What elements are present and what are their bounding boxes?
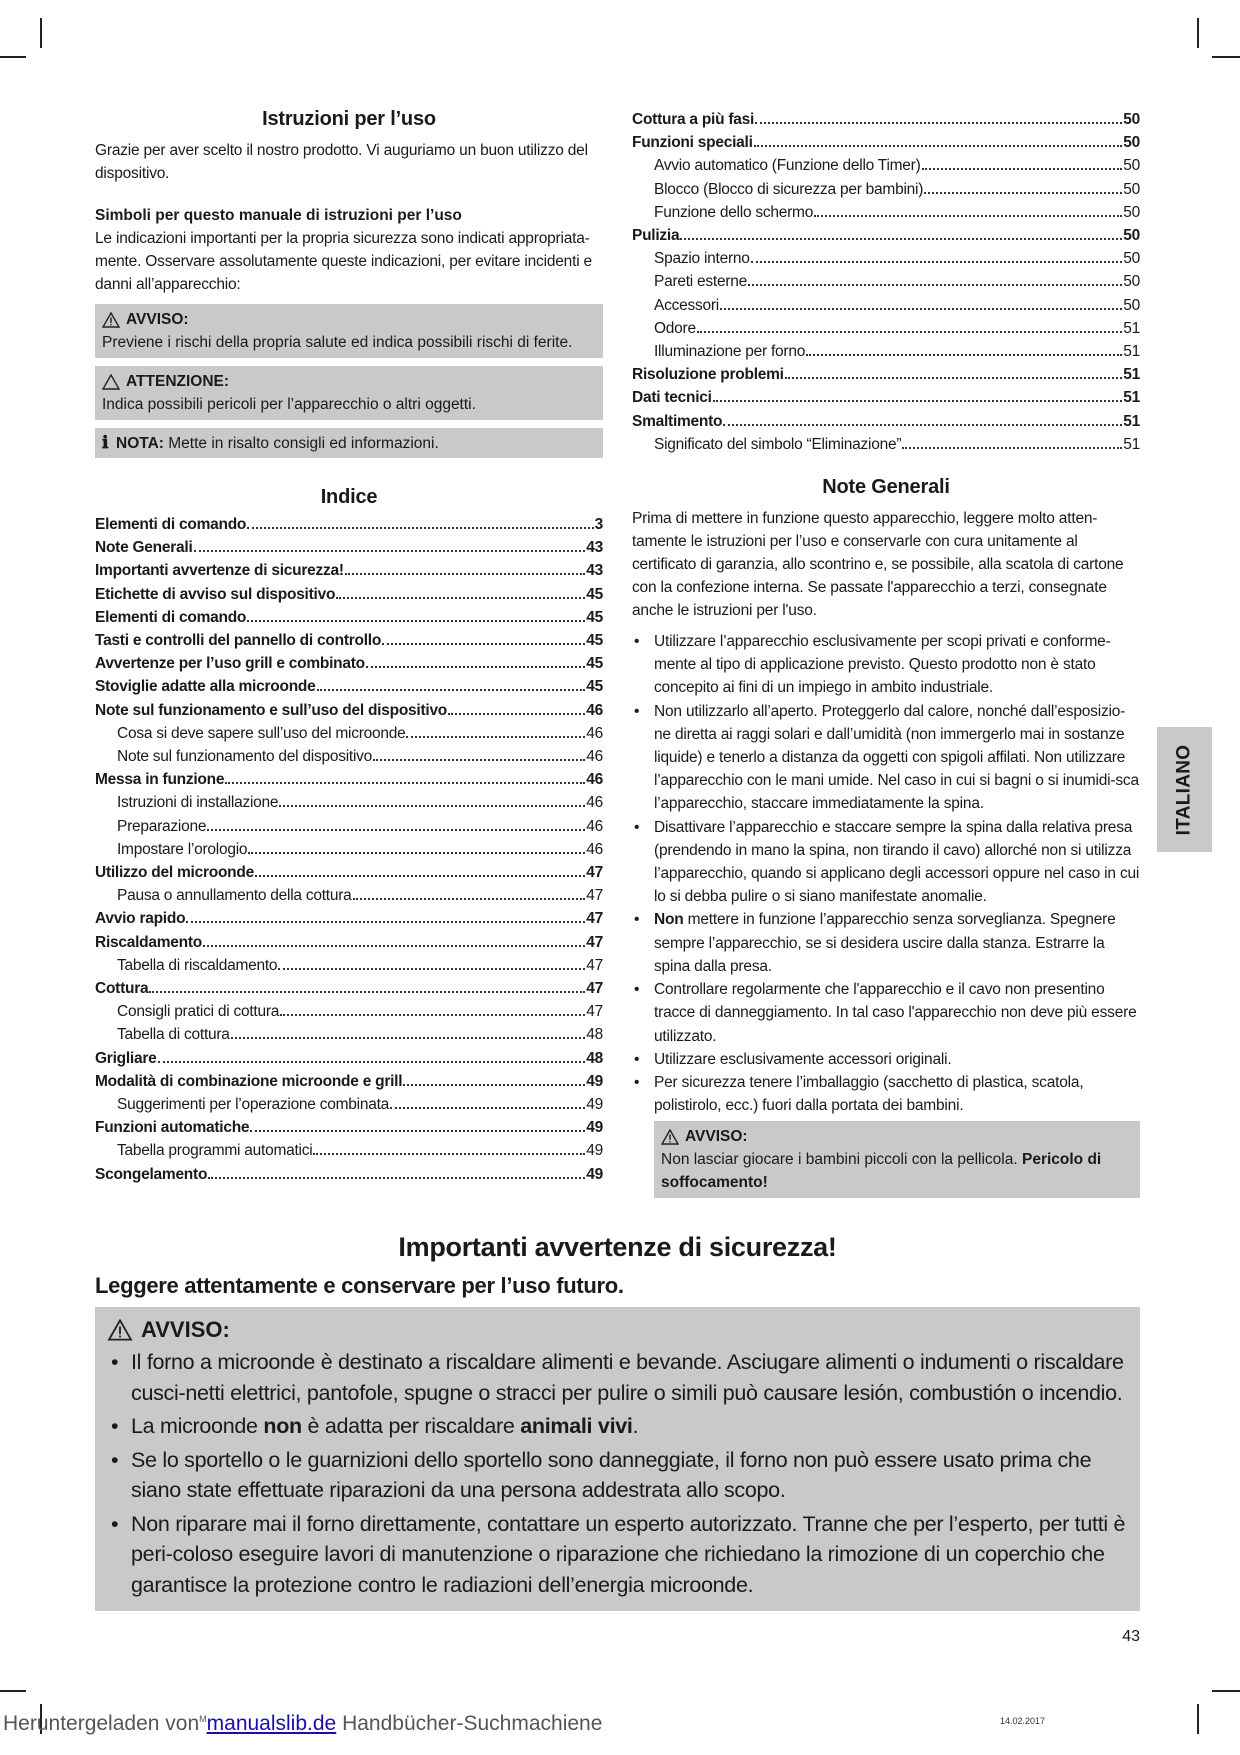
toc-entry[interactable] (95, 1116, 603, 1139)
toc-leader-dots (278, 968, 585, 970)
language-tab-label: ITALIANO (1173, 744, 1195, 835)
print-date: 14.02.2017 (1000, 1716, 1046, 1726)
toc-entry[interactable] (95, 977, 603, 1000)
toc-entry[interactable] (95, 629, 603, 652)
toc-leader-dots (366, 666, 585, 668)
toc-entry[interactable] (95, 513, 603, 536)
general-avviso-box (654, 1121, 1140, 1198)
toc-entry[interactable] (95, 1139, 603, 1162)
toc-entry[interactable] (632, 178, 1140, 201)
toc-entry-page: 3 (594, 516, 603, 533)
toc-entry[interactable] (95, 931, 603, 954)
toc-entry[interactable] (632, 247, 1140, 270)
toc-entry-label: Utilizzo del microonde (95, 864, 254, 882)
toc-entry-label: Significato del simbolo “Eliminazione” (654, 435, 902, 453)
toc-entry-label: Preparazione (117, 817, 207, 835)
toc-entry[interactable] (632, 363, 1140, 386)
toc-entry[interactable] (95, 838, 603, 861)
toc-leader-dots (406, 736, 585, 738)
toc-leader-dots (225, 782, 585, 784)
right-column (632, 108, 1140, 1198)
toc-entry-label: Tabella di riscaldamento (117, 956, 278, 974)
safety-b2-part: . (632, 1414, 639, 1438)
general-bullet-text: mettere in funzione l’apparecchio senza sorveglianza. Spegnere sempre l’apparecchio, se si desidera uscire dalla stanza. Estrarre la spina dalla presa. (654, 911, 1116, 975)
toc-entry[interactable] (95, 699, 603, 722)
toc-leader-dots (723, 424, 1122, 426)
toc-entry-label: Cottura a più fasi (632, 111, 755, 128)
nota-box (95, 428, 603, 458)
language-tab (1157, 727, 1212, 852)
toc-entry-label: Funzioni speciali (632, 134, 753, 152)
toc-leader-dots (382, 643, 585, 645)
toc-entry-page: 47 (586, 980, 603, 998)
toc-entry-page: 49 (586, 1096, 603, 1114)
toc-entry-label: Blocco (Blocco di sicurezza per bambini) (654, 180, 924, 198)
toc-entry-page: 47 (586, 933, 603, 951)
toc-entry-page: 50 (1123, 250, 1140, 268)
crop-mark (1212, 56, 1240, 58)
general-bullet (632, 908, 1140, 978)
general-bullet-text: Non utilizzarlo all’aperto. Proteggerlo dal calore, nonché dall’esposizio-ne diretta ai raggi solari e dall’umidità (non immergerlo mai in sostanze liquide) e tenerlo a distanza da oggetti con spigoli affilati. Non utilizzare l’apparecchio con le mani umide. Nel caso in cui si bagni o si inumidi-sca l’apparecchio, staccare immediatamente la spina. (654, 702, 1139, 813)
toc-entry[interactable] (95, 954, 603, 977)
safety-bullets (107, 1347, 1128, 1600)
general-bullet (632, 1071, 1140, 1117)
safety-avviso-label: AVVISO: (141, 1317, 230, 1342)
toc-entry-page: 47 (586, 956, 603, 974)
toc-entry-label: Spazio interno (654, 250, 750, 268)
general-bullet-text: Disattivare l’apparecchio e staccare sempre la spina dalla relativa presa (prendendo in mano la spina, non tirando il cavo) allorché non si utilizza l’apparecchio, quando si applicano degli accessori oppure nel caso in cui lo si debba pulire o si siano manifestate anomalie. (654, 818, 1140, 906)
toc-leader-dots (231, 1037, 586, 1039)
toc-entry-label: Messa in funzione (95, 771, 225, 789)
toc-leader-dots (279, 805, 585, 807)
footer-post: Handbücher-Suchmachiene (336, 1712, 603, 1735)
warning-triangle-icon (107, 1319, 133, 1341)
toc-entry[interactable] (95, 907, 603, 930)
attenzione-label: ATTENZIONE: (126, 373, 230, 390)
safety-bullet: • Il forno a microonde è destinato a riscaldare alimenti e bevande. Asciugare alimenti o indumenti o riscaldare cusci-netti elettrici, pantofole, spugne o stracci per pulire o simili può causare lesión, combustión o incendio. (107, 1347, 1128, 1408)
toc-entry[interactable] (95, 815, 603, 838)
general-bullet-text: Controllare regolarmente che l'apparecchio e il cavo non presentino tracce di danneggiamento. In tal caso l'apparecchio non deve più essere utilizzato. (654, 981, 1137, 1045)
toc-leader-dots (247, 527, 593, 529)
warning-triangle-icon (661, 1129, 679, 1145)
toc-entry-label: Note Generali (95, 539, 193, 557)
left-column (95, 108, 603, 1186)
toc-entry-page: 51 (1123, 366, 1140, 384)
toc-entry-page: 51 (1123, 435, 1140, 453)
toc-leader-dots (194, 550, 586, 552)
toc-leader-dots (317, 689, 586, 691)
general-bullet-text: Utilizzare l’apparecchio esclusivamente per scopi privati e conforme-mente al tipo di applicazione previsto. Questo prodotto non è stato concepito ai fini di un impiego in ambito industriale. (654, 633, 1111, 697)
toc-entry-label: Suggerimenti per l’operazione combinata (117, 1096, 389, 1114)
general-text: Prima di mettere in funzione questo apparecchio, leggere molto atten-tamente le istruzioni per l’uso e conservarle con cura unitamente al certificato di garanzia, allo scontrino e, se possibile, alla scatola di cartone con la confezione interna. Se passate l'apparecchio a terzi, consegnate anche le istruzioni per l'uso. (632, 510, 1124, 620)
toc-leader-dots (680, 238, 1122, 240)
toc-entry-label: Avvertenze per l’uso grill e combinato (95, 655, 365, 673)
general-bullets (632, 630, 1140, 1117)
toc-leader-dots (697, 331, 1122, 333)
toc-entry[interactable] (95, 861, 603, 884)
toc-entry-page: 50 (1123, 203, 1140, 221)
toc-leader-dots (713, 400, 1123, 402)
toc-leader-dots (158, 1061, 586, 1063)
toc-entry-label: Pareti esterne (654, 273, 747, 291)
general-avviso-bold: Pericolo di soffocamento! (661, 1151, 1102, 1192)
toc-entry[interactable] (632, 410, 1140, 433)
toc-entry-page: 45 (586, 608, 603, 626)
toc-entry-label: Riscaldamento (95, 933, 203, 951)
toc-entry-label: Grigliare (95, 1049, 157, 1067)
toc-leader-dots (280, 1014, 585, 1016)
toc-entry-page: 46 (586, 701, 603, 719)
toc-leader-dots (448, 713, 585, 715)
toc-entry-label: Funzioni automatiche (95, 1119, 250, 1137)
toc-entry[interactable] (632, 270, 1140, 293)
toc-entry-page: 49 (586, 1072, 603, 1090)
nota-label: NOTA: (116, 435, 164, 452)
toc-leader-dots (255, 875, 585, 877)
safety-bullet (107, 1411, 1128, 1442)
toc-entry-page: 47 (586, 864, 603, 882)
toc-leader-dots (345, 573, 585, 575)
toc-entry-label: Scongelamento (95, 1165, 208, 1183)
toc-entry[interactable] (632, 317, 1140, 340)
toc-title: Indice (320, 486, 378, 508)
toc-left (95, 513, 603, 1186)
toc-entry-page: 46 (586, 840, 603, 858)
toc-entry-page: 51 (1123, 412, 1140, 430)
safety-title: Importanti avvertenze di sicurezza! (398, 1232, 837, 1262)
toc-entry-page: 47 (586, 910, 603, 928)
toc-entry-page: 50 (1123, 111, 1140, 128)
toc-leader-dots (390, 1107, 585, 1109)
toc-leader-dots (250, 1130, 585, 1132)
toc-entry-label: Impostare l’orologio (117, 840, 248, 858)
toc-entry[interactable] (95, 1163, 603, 1186)
toc-leader-dots (785, 377, 1123, 379)
toc-entry-page: 48 (586, 1026, 603, 1044)
general-avviso-label: AVVISO: (685, 1128, 748, 1146)
toc-leader-dots (754, 145, 1123, 147)
toc-leader-dots (924, 192, 1122, 194)
toc-entry[interactable] (632, 154, 1140, 177)
toc-leader-dots (720, 308, 1122, 310)
symbols-title: Simboli per questo manuale di istruzioni per l’uso (95, 207, 462, 224)
toc-entry[interactable] (95, 745, 603, 768)
toc-entry[interactable] (95, 1093, 603, 1116)
toc-entry[interactable] (95, 722, 603, 745)
toc-leader-dots (748, 284, 1122, 286)
toc-entry-page: 46 (586, 724, 603, 742)
toc-leader-dots (403, 1084, 585, 1086)
toc-entry-label: Risoluzione problemi (632, 366, 784, 384)
warning-triangle-icon (102, 312, 120, 328)
avviso-text: Previene i rischi della propria salute ed indica possibili rischi di ferite. (102, 334, 573, 351)
symbols-text: Le indicazioni importanti per la propria sicurezza sono indicati appropriata-mente. Osservare assolutamente queste indicazioni, per evitare incidenti e danni all’apparecchio: (95, 230, 592, 293)
toc-leader-dots (806, 354, 1122, 356)
toc-entry-page: 46 (586, 817, 603, 835)
toc-entry[interactable] (632, 201, 1140, 224)
avviso-box (95, 304, 603, 358)
general-bullet (632, 700, 1140, 816)
toc-entry[interactable] (632, 340, 1140, 363)
toc-entry-label: Consigli pratici di cottura (117, 1003, 280, 1021)
toc-entry-label: Odore (654, 319, 696, 337)
toc-leader-dots (373, 759, 585, 761)
toc-leader-dots (336, 597, 585, 599)
safety-b2-part: La microonde (131, 1414, 264, 1438)
toc-entry[interactable] (632, 294, 1140, 317)
toc-entry-label: Stoviglie adatte alla microonde (95, 678, 316, 696)
toc-entry-page: 47 (586, 1003, 603, 1021)
toc-entry-label: Tabella di cottura (117, 1026, 230, 1044)
general-avviso-text: Non lasciar giocare i bambini piccoli con la pellicola. (661, 1151, 1022, 1169)
toc-entry-page: 48 (586, 1049, 603, 1067)
toc-entry-page: 49 (586, 1165, 603, 1183)
crop-mark (1197, 18, 1199, 48)
crop-mark (40, 18, 42, 48)
general-bullet (632, 978, 1140, 1048)
caution-triangle-icon (102, 374, 120, 390)
toc-entry-label: Avvio automatico (Funzione dello Timer) (654, 157, 921, 175)
safety-avviso-box (95, 1307, 1140, 1611)
toc-entry-page: 50 (1123, 180, 1140, 198)
general-bullet (632, 1048, 1140, 1071)
toc-entry-label: Tasti e controlli del pannello di controllo (95, 632, 382, 650)
toc-leader-dots (149, 991, 585, 993)
toc-leader-dots (353, 898, 586, 900)
safety-b2-bold: animali vivi (520, 1414, 633, 1438)
toc-entry[interactable] (95, 1070, 603, 1093)
toc-entry-page: 46 (586, 771, 603, 789)
footer-tm: M (199, 1714, 207, 1724)
toc-entry[interactable] (95, 1023, 603, 1046)
toc-entry-label: Avvio rapido (95, 910, 186, 928)
toc-entry-label: Cottura (95, 980, 149, 998)
manualslib-link[interactable]: manualslib.de (206, 1712, 337, 1735)
attenzione-text: Indica possibili pericoli per l’apparecchio o altri oggetti. (102, 396, 476, 413)
toc-entry-page: 45 (586, 655, 603, 673)
toc-leader-dots (207, 829, 585, 831)
toc-entry-page: 49 (586, 1142, 603, 1160)
toc-entry[interactable] (632, 131, 1140, 154)
toc-entry-label: Elementi di comando (95, 608, 247, 626)
toc-entry-label: Elementi di comando (95, 516, 247, 533)
toc-entry-label: Smaltimento (632, 412, 723, 430)
toc-leader-dots (922, 168, 1123, 170)
toc-entry-label: Note sul funzionamento del dispositivo (117, 748, 373, 766)
toc-leader-dots (248, 852, 585, 854)
toc-entry[interactable] (95, 583, 603, 606)
toc-entry-page: 51 (1123, 389, 1140, 407)
general-bullet (632, 816, 1140, 909)
general-bullet (632, 630, 1140, 700)
avviso-label: AVVISO: (126, 311, 189, 328)
toc-leader-dots (814, 215, 1122, 217)
toc-entry-label: Pausa o annullamento della cottura (117, 887, 352, 905)
general-bullet-text: Utilizzare esclusivamente accessori originali. (654, 1050, 952, 1068)
toc-entry-page: 45 (586, 585, 603, 603)
toc-entry-page: 49 (586, 1119, 603, 1137)
toc-entry[interactable] (95, 1047, 603, 1070)
toc-leader-dots (203, 945, 585, 947)
toc-entry-page: 51 (1123, 319, 1140, 337)
toc-entry[interactable] (632, 108, 1140, 131)
toc-entry-label: Accessori (654, 296, 719, 314)
toc-entry-label: Modalità di combinazione microonde e grill (95, 1072, 403, 1090)
toc-leader-dots (902, 447, 1122, 449)
toc-entry[interactable] (95, 675, 603, 698)
toc-entry-page: 43 (586, 539, 603, 557)
safety-b2-part: è adatta per riscaldare (301, 1414, 521, 1438)
toc-entry[interactable] (95, 884, 603, 907)
toc-entry[interactable] (632, 386, 1140, 409)
toc-leader-dots (247, 620, 585, 622)
toc-entry-label: Cosa si deve sapere sull’uso del microonde (117, 724, 406, 742)
crop-mark (0, 1690, 26, 1692)
toc-entry-page: 45 (586, 632, 603, 650)
toc-entry-page: 46 (586, 794, 603, 812)
toc-entry[interactable] (95, 536, 603, 559)
safety-subtitle: Leggere attentamente e conservare per l’uso futuro. (95, 1273, 624, 1298)
page-number: 43 (1122, 1628, 1140, 1645)
toc-entry-label: Tabella programmi automatici (117, 1142, 313, 1160)
toc-entry-page: 46 (586, 748, 603, 766)
toc-entry[interactable] (632, 433, 1140, 456)
toc-leader-dots (755, 122, 1122, 124)
attenzione-box (95, 366, 603, 420)
toc-entry-label: Pulizia (632, 227, 680, 245)
general-bullet-bold: Non (654, 911, 684, 929)
toc-entry-page: 45 (586, 678, 603, 696)
toc-leader-dots (313, 1153, 585, 1155)
toc-entry-page: 50 (1123, 157, 1140, 175)
crop-mark (1212, 1690, 1240, 1692)
toc-entry-label: Dati tecnici (632, 389, 712, 407)
download-footer (3, 1712, 602, 1736)
toc-entry-label: Importanti avvertenze di sicurezza! (95, 562, 344, 580)
crop-mark (0, 56, 26, 58)
toc-leader-dots (751, 261, 1123, 263)
intro-title: Istruzioni per l’uso (262, 108, 436, 130)
safety-b2-bold: non (263, 1414, 302, 1438)
toc-entry-page: 50 (1123, 227, 1140, 245)
toc-entry-page: 50 (1123, 296, 1140, 314)
crop-mark (1197, 1704, 1199, 1734)
intro-text: Grazie per aver scelto il nostro prodotto. Vi auguriamo un buon utilizzo del dispositivo. (95, 142, 588, 182)
toc-entry-page: 43 (586, 562, 603, 580)
toc-entry-label: Illuminazione per forno (654, 343, 806, 361)
info-icon: ℹ (102, 433, 109, 452)
toc-entry-label: Note sul funzionamento e sull’uso del dispositivo (95, 701, 448, 719)
toc-right (632, 108, 1140, 456)
toc-entry-page: 50 (1123, 134, 1140, 152)
safety-section (95, 1232, 1140, 1611)
safety-bullet: • Non riparare mai il forno direttamente, contattare un esperto autorizzato. Tranne che per l’esperto, per tutti è peri-coloso eseguire lavori di manutenzione o riparazione che richiedano la rimozione di un coperchio che garantisce la protezione contro le radiazioni dell’energia microonde. (107, 1509, 1128, 1601)
toc-entry-page: 47 (586, 887, 603, 905)
toc-entry-label: Istruzioni di installazione (117, 794, 279, 812)
toc-entry-page: 51 (1123, 343, 1140, 361)
nota-text: Mette in risalto consigli ed informazioni. (168, 435, 439, 452)
toc-leader-dots (208, 1177, 585, 1179)
toc-leader-dots (186, 921, 585, 923)
toc-entry[interactable] (95, 768, 603, 791)
toc-entry[interactable] (95, 791, 603, 814)
toc-entry[interactable] (632, 224, 1140, 247)
safety-bullet: • Se lo sportello o le guarnizioni dello sportello sono danneggiate, il forno non può essere usato prima che siano state effettuate riparazioni da una persona addestrata allo scopo. (107, 1445, 1128, 1506)
general-bullet-text: Per sicurezza tenere l’imballaggio (sacchetto di plastica, scatola, polistirolo, ecc.) fuori dalla portata dei bambini. (654, 1073, 1084, 1115)
toc-entry[interactable] (95, 652, 603, 675)
footer-pre: Heruntergeladen von (3, 1712, 200, 1735)
general-title: Note Generali (822, 476, 950, 499)
toc-entry[interactable] (95, 1000, 603, 1023)
toc-entry-page: 50 (1123, 273, 1140, 291)
toc-entry-label: Etichette di avviso sul dispositivo (95, 585, 336, 603)
toc-entry[interactable] (95, 559, 603, 582)
toc-entry-label: Funzione dello schermo (654, 203, 814, 221)
toc-entry[interactable] (95, 606, 603, 629)
